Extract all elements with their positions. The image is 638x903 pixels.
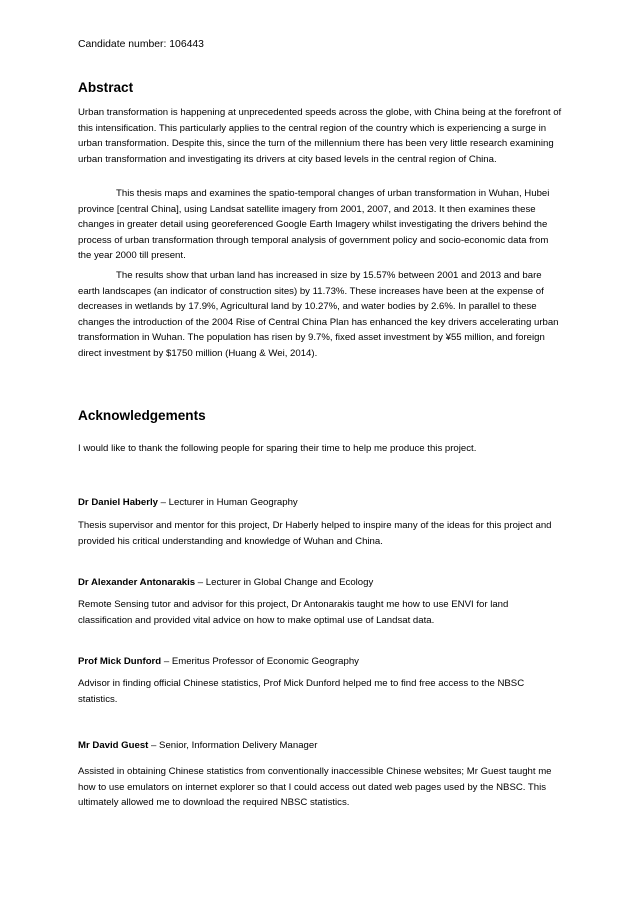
person-description: Advisor in finding official Chinese statistics, Prof Mick Dunford helped me to find free access to the NBSC statistics. <box>78 678 525 705</box>
candidate-number: Candidate number: 106443 <box>78 39 204 50</box>
person-role: – Senior, Information Delivery Manager <box>148 740 318 751</box>
person-description: Thesis supervisor and mentor for this project, Dr Haberly helped to inspire many of the ideas for this project and provided his critical understanding and knowledge of Wuhan and China. <box>78 520 552 547</box>
acknowledgements-intro: I would like to thank the following people for sparing their time to help me produce this project. <box>78 443 477 454</box>
abstract-heading: Abstract <box>78 80 134 95</box>
person-role: – Lecturer in Human Geography <box>157 497 298 508</box>
person-heading <box>78 738 564 753</box>
person-heading <box>78 495 564 510</box>
person-role: – Lecturer in Global Change and Ecology <box>195 577 374 588</box>
person-name: Dr Daniel Haberly <box>78 497 158 508</box>
person-heading <box>78 575 564 590</box>
acknowledgements-heading: Acknowledgements <box>78 408 206 423</box>
document-page <box>78 0 564 903</box>
person-name: Prof Mick Dunford <box>78 656 162 667</box>
person-name: Mr David Guest <box>78 740 149 751</box>
person-heading <box>78 654 564 669</box>
person-description: Assisted in obtaining Chinese statistics from conventionally inaccessible Chinese websites; Mr Guest taught me how to use emulators on internet explorer so that I could access out dated web pages used by the NBSC. This ultimately allowed me to download the required NBSC statistics. <box>78 766 552 809</box>
person-name: Dr Alexander Antonarakis <box>78 577 196 588</box>
person-role: – Emeritus Professor of Economic Geography <box>161 656 359 667</box>
abstract-paragraph-3: The results show that urban land has increased in size by 15.57% between 2001 and 2013 and bare earth landscapes (an indicator of construction sites) by 11.73%. These increases have been at the expense of decreases in wetlands by 17.9%, Agricultural land by 10.27%, and water bodies by 2.6%. In parallel to these changes the introduction of the 2004 Rise of Central China Plan has enhanced the key drivers accelerating urban transformation in Wuhan. The population has risen by 9.7%, fixed asset investment by ¥55 million, and foreign direct investment by $1750 million (Huang & Wei, 2014). <box>78 270 559 359</box>
abstract-paragraph-2: This thesis maps and examines the spatio-temporal changes of urban transformation in Wuhan, Hubei province [central China], using Landsat satellite imagery from 2001, 2007, and 2013. It then examines these changes in greater detail using georeferenced Google Earth Imagery whilst investigating the drivers behind the process of urban transformation through temporal analysis of government policy and socio-economic data from the year 2000 till present. <box>78 188 550 262</box>
abstract-paragraph-1: Urban transformation is happening at unprecedented speeds across the globe, with China being at the forefront of this intensification. This particularly applies to the central region of the country which is experiencing a surge in urban transformation. Despite this, since the turn of the millennium there has been very little research examining urban transformation and investigating its drivers at city based levels in the central region of China. <box>78 107 562 165</box>
person-description: Remote Sensing tutor and advisor for this project, Dr Antonarakis taught me how to use ENVI for land classification and provided vital advice on how to make optimal use of Landsat data. <box>78 599 509 626</box>
